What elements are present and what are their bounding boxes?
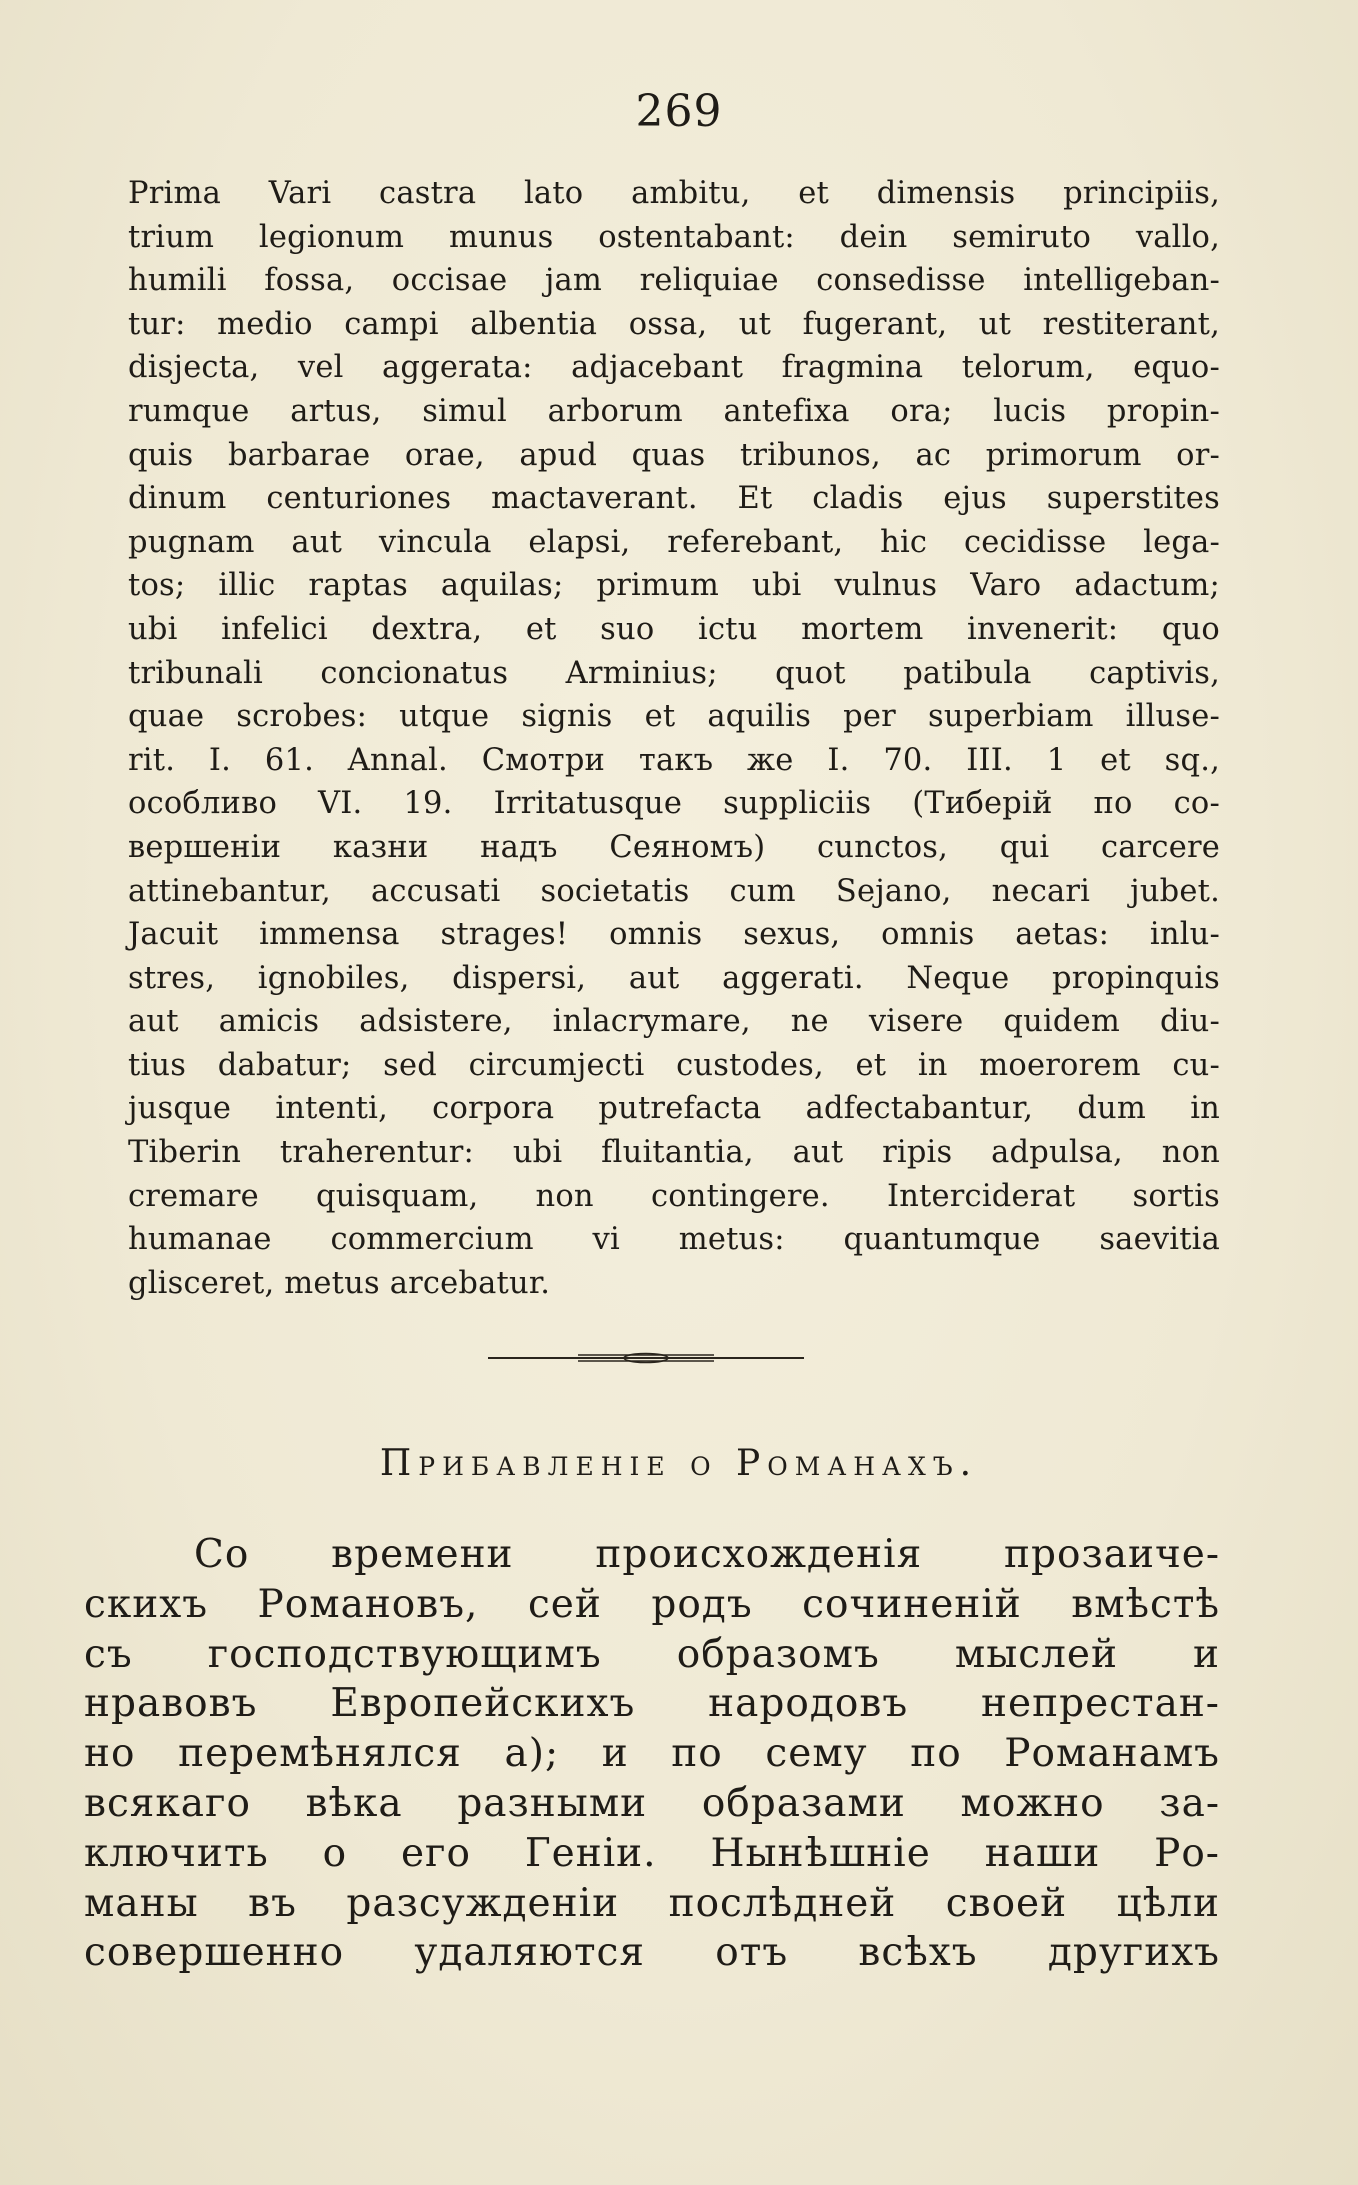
footnote-line: aut amicis adsistere, inlacrymare, ne visere quidem diu- bbox=[128, 1004, 1220, 1040]
footnote-line: glisceret, metus arcebatur. bbox=[128, 1265, 551, 1301]
footnote-line: Jacuit immensa strages! omnis sexus, omnis aetas: inlu- bbox=[128, 917, 1220, 953]
text-line: нравовъ Европейскихъ народовъ непрестан- bbox=[84, 1681, 1220, 1727]
latin-footnote-block bbox=[128, 172, 1220, 1305]
footnote-line: tur: medio campi albentia ossa, ut fugerant, ut restiterant, bbox=[128, 306, 1220, 342]
main-text-block bbox=[84, 1530, 1220, 1978]
footnote-line: attinebantur, accusati societatis cum Sejano, necari jubet. bbox=[128, 873, 1220, 909]
footnote-line: cremare quisquam, non contingere. Interciderat sortis bbox=[128, 1178, 1220, 1214]
footnote-line: особливо VI. 19. Irritatusque suppliciis (Тиберiй по со- bbox=[128, 786, 1220, 822]
text-line: Со времени происхожденiя прозаиче- bbox=[194, 1532, 1220, 1577]
footnote-line: rit. I. 61. Annal. Смотри такъ же I. 70. III. 1 et sq., bbox=[128, 742, 1220, 778]
section-title: Прибавленiе о Романахъ. bbox=[379, 1443, 979, 1484]
text-line: всякаго вѣка разными образами можно за- bbox=[84, 1780, 1220, 1826]
footnote-line: humili fossa, occisae jam reliquiae consedisse intelligeban- bbox=[128, 263, 1220, 299]
footnote-line: ubi infelici dextra, et suo ictu mortem invenerit: quo bbox=[128, 611, 1220, 647]
footnote-line: humanae commercium vi metus: quantumque saevitia bbox=[128, 1222, 1220, 1258]
footnote-line: pugnam aut vincula elapsi, referebant, hic cecidisse lega- bbox=[128, 524, 1220, 560]
text-line: маны въ разсужденiи послѣдней своей цѣли bbox=[84, 1880, 1220, 1926]
footnote-line: quae scrobes: utque signis et aquilis per superbiam illuse- bbox=[128, 699, 1220, 735]
footnote-line: disjecta, vel aggerata: adjacebant fragmina telorum, equo- bbox=[128, 350, 1220, 386]
text-line: скихъ Романовъ, сей родъ сочиненiй вмѣстѣ bbox=[84, 1581, 1220, 1627]
footnote-line: tius dabatur; sed circumjecti custodes, et in moerorem cu- bbox=[128, 1047, 1220, 1083]
footnote-line: quis barbarae orae, apud quas tribunos, ac primorum or- bbox=[128, 437, 1220, 473]
ornamental-divider bbox=[488, 1351, 804, 1365]
text-line: ключить о его Генiи. Нынѣшнiе наши Ро- bbox=[84, 1830, 1220, 1876]
text-line: но перемѣнялся а); и по сему по Романамъ bbox=[84, 1731, 1220, 1777]
footnote-line: вершенiи казни надъ Сеяномъ) cunctos, qui carcere bbox=[128, 829, 1220, 865]
footnote-line: stres, ignobiles, dispersi, aut aggerati. Neque propinquis bbox=[128, 960, 1220, 996]
footnote-line: Prima Vari castra lato ambitu, et dimensis principiis, bbox=[128, 176, 1220, 211]
footnote-line: dinum centuriones mactaverant. Et cladis ejus superstites bbox=[128, 481, 1220, 517]
text-line: совершенно удаляются отъ всѣхъ другихъ bbox=[84, 1930, 1220, 1976]
text-line: съ господствующимъ образомъ мыслей и bbox=[84, 1631, 1220, 1677]
footnote-line: trium legionum munus ostentabant: dein semiruto vallo, bbox=[128, 219, 1220, 255]
footnote-line: tos; illic raptas aquilas; primum ubi vulnus Varo adactum; bbox=[128, 568, 1220, 604]
footnote-line: Tiberin traherentur: ubi fluitantia, aut ripis adpulsa, non bbox=[128, 1135, 1220, 1171]
footnote-line: rumque artus, simul arborum antefixa ora; lucis propin- bbox=[128, 393, 1220, 429]
page-number: 269 bbox=[635, 86, 723, 137]
footnote-line: jusque intenti, corpora putrefacta adfectabantur, dum in bbox=[128, 1091, 1220, 1127]
footnote-line: tribunali concionatus Arminius; quot patibula captivis, bbox=[128, 655, 1220, 691]
